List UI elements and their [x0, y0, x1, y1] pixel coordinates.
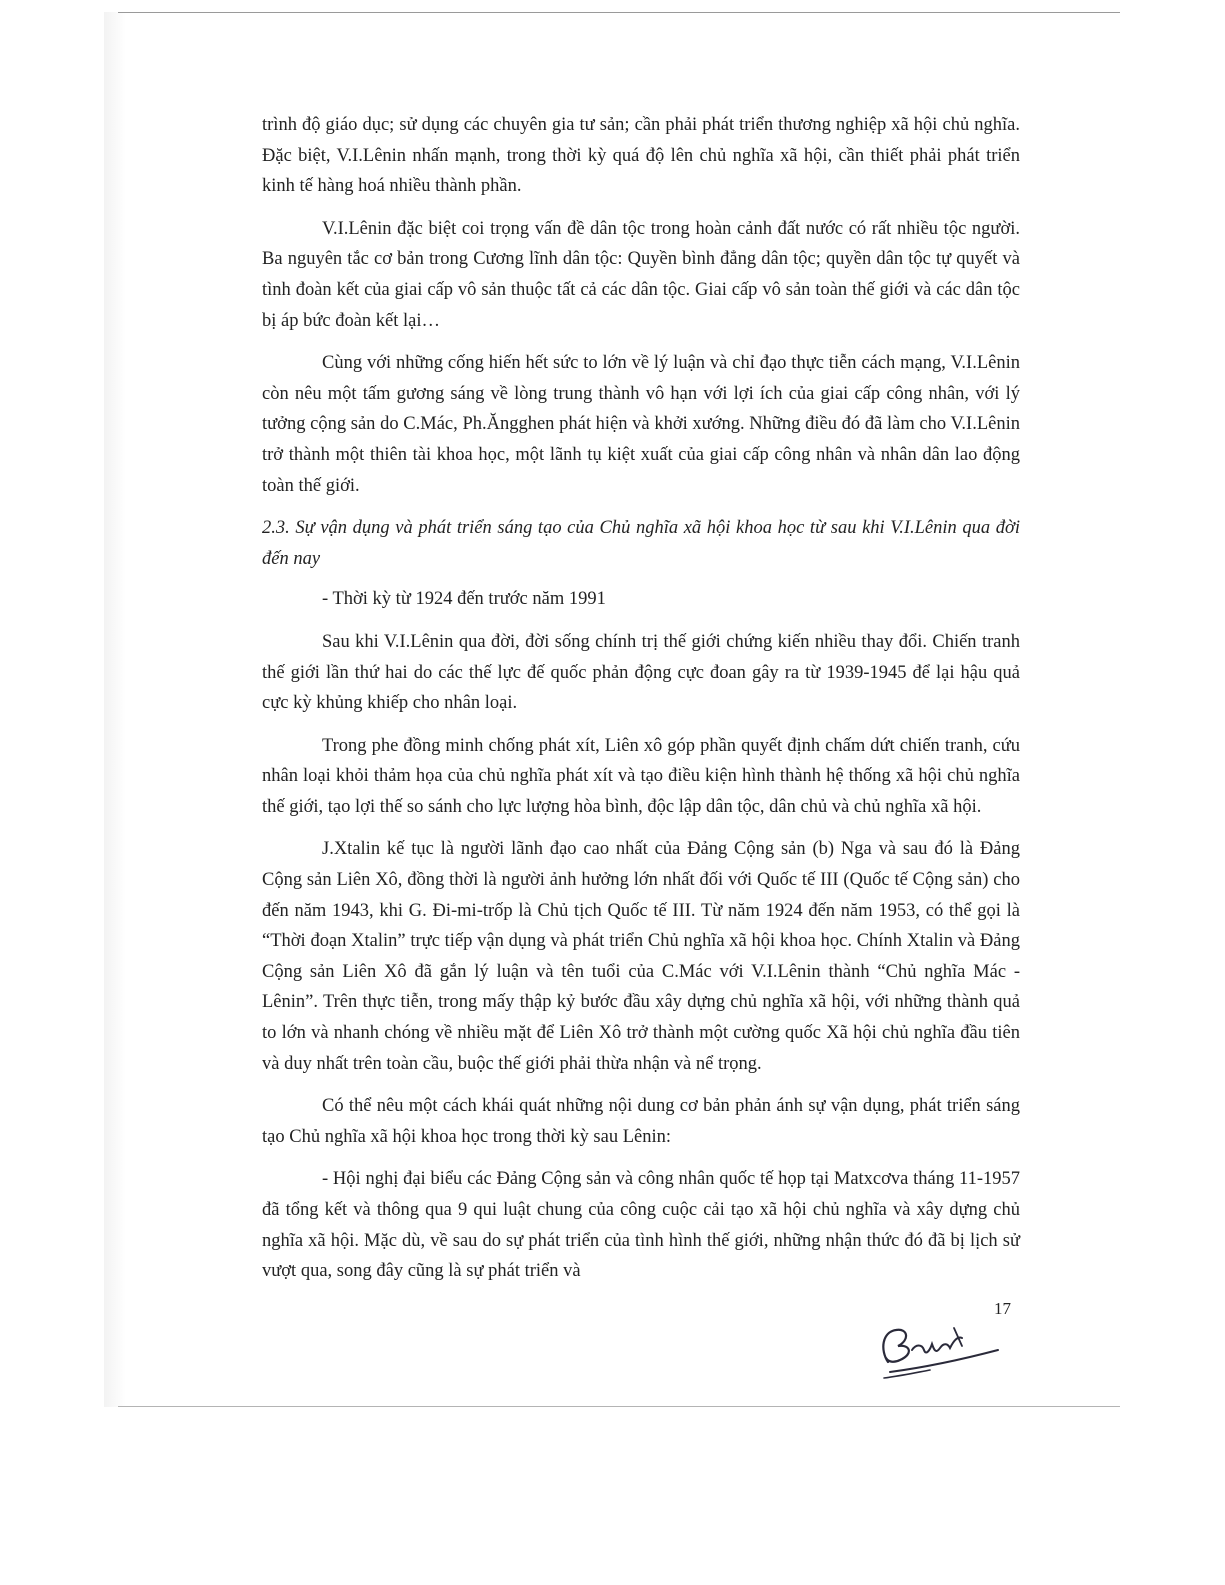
paragraph-moscow-conference: - Hội nghị đại biểu các Đảng Cộng sản và công nhân quốc tế họp tại Matxcơva tháng 11-1957 đã tổng kết và thông qua 9 qui luật chung của công cuộc cải tạo xã hội chủ nghĩa và xây dựng chủ nghĩa xã hội. Mặc dù, về sau do sự phát triển của tình hình thế giới, những nhận thức đó đã bị lịch sử vượt qua, song đây cũng là sự phát triển và	[262, 1169, 1020, 1282]
subsection-period-label: - Thời kỳ từ 1924 đến trước năm 1991	[322, 589, 606, 610]
handwritten-signature	[870, 1310, 1010, 1385]
page-bottom-border	[118, 1406, 1120, 1407]
page-body	[262, 110, 1020, 1287]
scan-left-edge	[104, 12, 126, 1407]
paragraph-allies: Trong phe đồng minh chống phát xít, Liên xô góp phần quyết định chấm dứt chiến tranh, cứu nhân loại khỏi thảm họa của chủ nghĩa phát xít và tạo điều kiện hình thành hệ thống xã hội chủ nghĩa thế giới, tạo lợi thế so sánh cho lực lượng hòa bình, độc lập dân tộc, dân chủ và chủ nghĩa xã hội.	[262, 735, 1020, 817]
paragraph-after-lenin: Sau khi V.I.Lênin qua đời, đời sống chính trị thế giới chứng kiến nhiều thay đổi. Chiến tranh thế giới lần thứ hai do các thế lực đế quốc phản động cực đoan gây ra từ 1939-1945 để lại hậu quả cực kỳ khủng khiếp cho nhân loại.	[262, 631, 1020, 714]
paragraph-lenin-legacy: Cùng với những cống hiến hết sức to lớn về lý luận và chỉ đạo thực tiễn cách mạng, V.I.Lênin còn nêu một tấm gương sáng về lòng trung thành vô hạn với lợi ích của giai cấp công nhân, với lý tưởng cộng sản do C.Mác, Ph.Ăngghen phát hiện và khởi xướng. Những điều đó đã làm cho V.I.Lênin trở thành một thiên tài khoa học, một lãnh tụ kiệt xuất của giai cấp công nhân và nhân dân lao động toàn thế giới.	[262, 353, 1020, 496]
page-number: 17	[994, 1299, 1011, 1318]
section-heading-2-3: 2.3. Sự vận dụng và phát triển sáng tạo của Chủ nghĩa xã hội khoa học từ sau khi V.I.Lênin qua đời đến nay	[262, 518, 1020, 569]
paragraph-summary-intro: Có thể nêu một cách khái quát những nội dung cơ bản phản ánh sự vận dụng, phát triển sáng tạo Chủ nghĩa xã hội khoa học trong thời kỳ sau Lênin:	[262, 1096, 1020, 1147]
paragraph-national-question: V.I.Lênin đặc biệt coi trọng vấn đề dân tộc trong hoàn cảnh đất nước có rất nhiều tộc người. Ba nguyên tắc cơ bản trong Cương lĩnh dân tộc: Quyền bình đẳng dân tộc; quyền dân tộc tự quyết và tình đoàn kết của giai cấp vô sản thuộc tất cả các dân tộc. Giai cấp vô sản toàn thế giới và các dân tộc bị áp bức đoàn kết lại…	[262, 218, 1020, 331]
page-top-border	[118, 12, 1120, 13]
paragraph-stalin: J.Xtalin kế tục là người lãnh đạo cao nhất của Đảng Cộng sản (b) Nga và sau đó là Đảng Cộng sản Liên Xô, đồng thời là người ảnh hưởng lớn nhất đối với Quốc tế III (Quốc tế Cộng sản) cho đến năm 1943, khi G. Đi-mi-trốp là Chủ tịch Quốc tế III. Từ năm 1924 đến năm 1953, có thể gọi là “Thời đoạn Xtalin” trực tiếp vận dụng và phát triển Chủ nghĩa xã hội khoa học. Chính Xtalin và Đảng Cộng sản Liên Xô đã gắn lý luận và tên tuổi của C.Mác với V.I.Lênin thành “Chủ nghĩa Mác - Lênin”. Trên thực tiễn, trong mấy thập kỷ bước đầu xây dựng chủ nghĩa xã hội, với những thành quả to lớn và nhanh chóng về nhiều mặt để Liên Xô trở thành một cường quốc Xã hội chủ nghĩa đầu tiên và duy nhất trên toàn cầu, buộc thế giới phải thừa nhận và nể trọng.	[262, 839, 1020, 1074]
paragraph-continuation: trình độ giáo dục; sử dụng các chuyên gia tư sản; cần phải phát triển thương nghiệp xã hội chủ nghĩa. Đặc biệt, V.I.Lênin nhấn mạnh, trong thời kỳ quá độ lên chủ nghĩa xã hội, cần thiết phải phát triển kinh tế hàng hoá nhiều thành phần.	[262, 115, 1020, 197]
